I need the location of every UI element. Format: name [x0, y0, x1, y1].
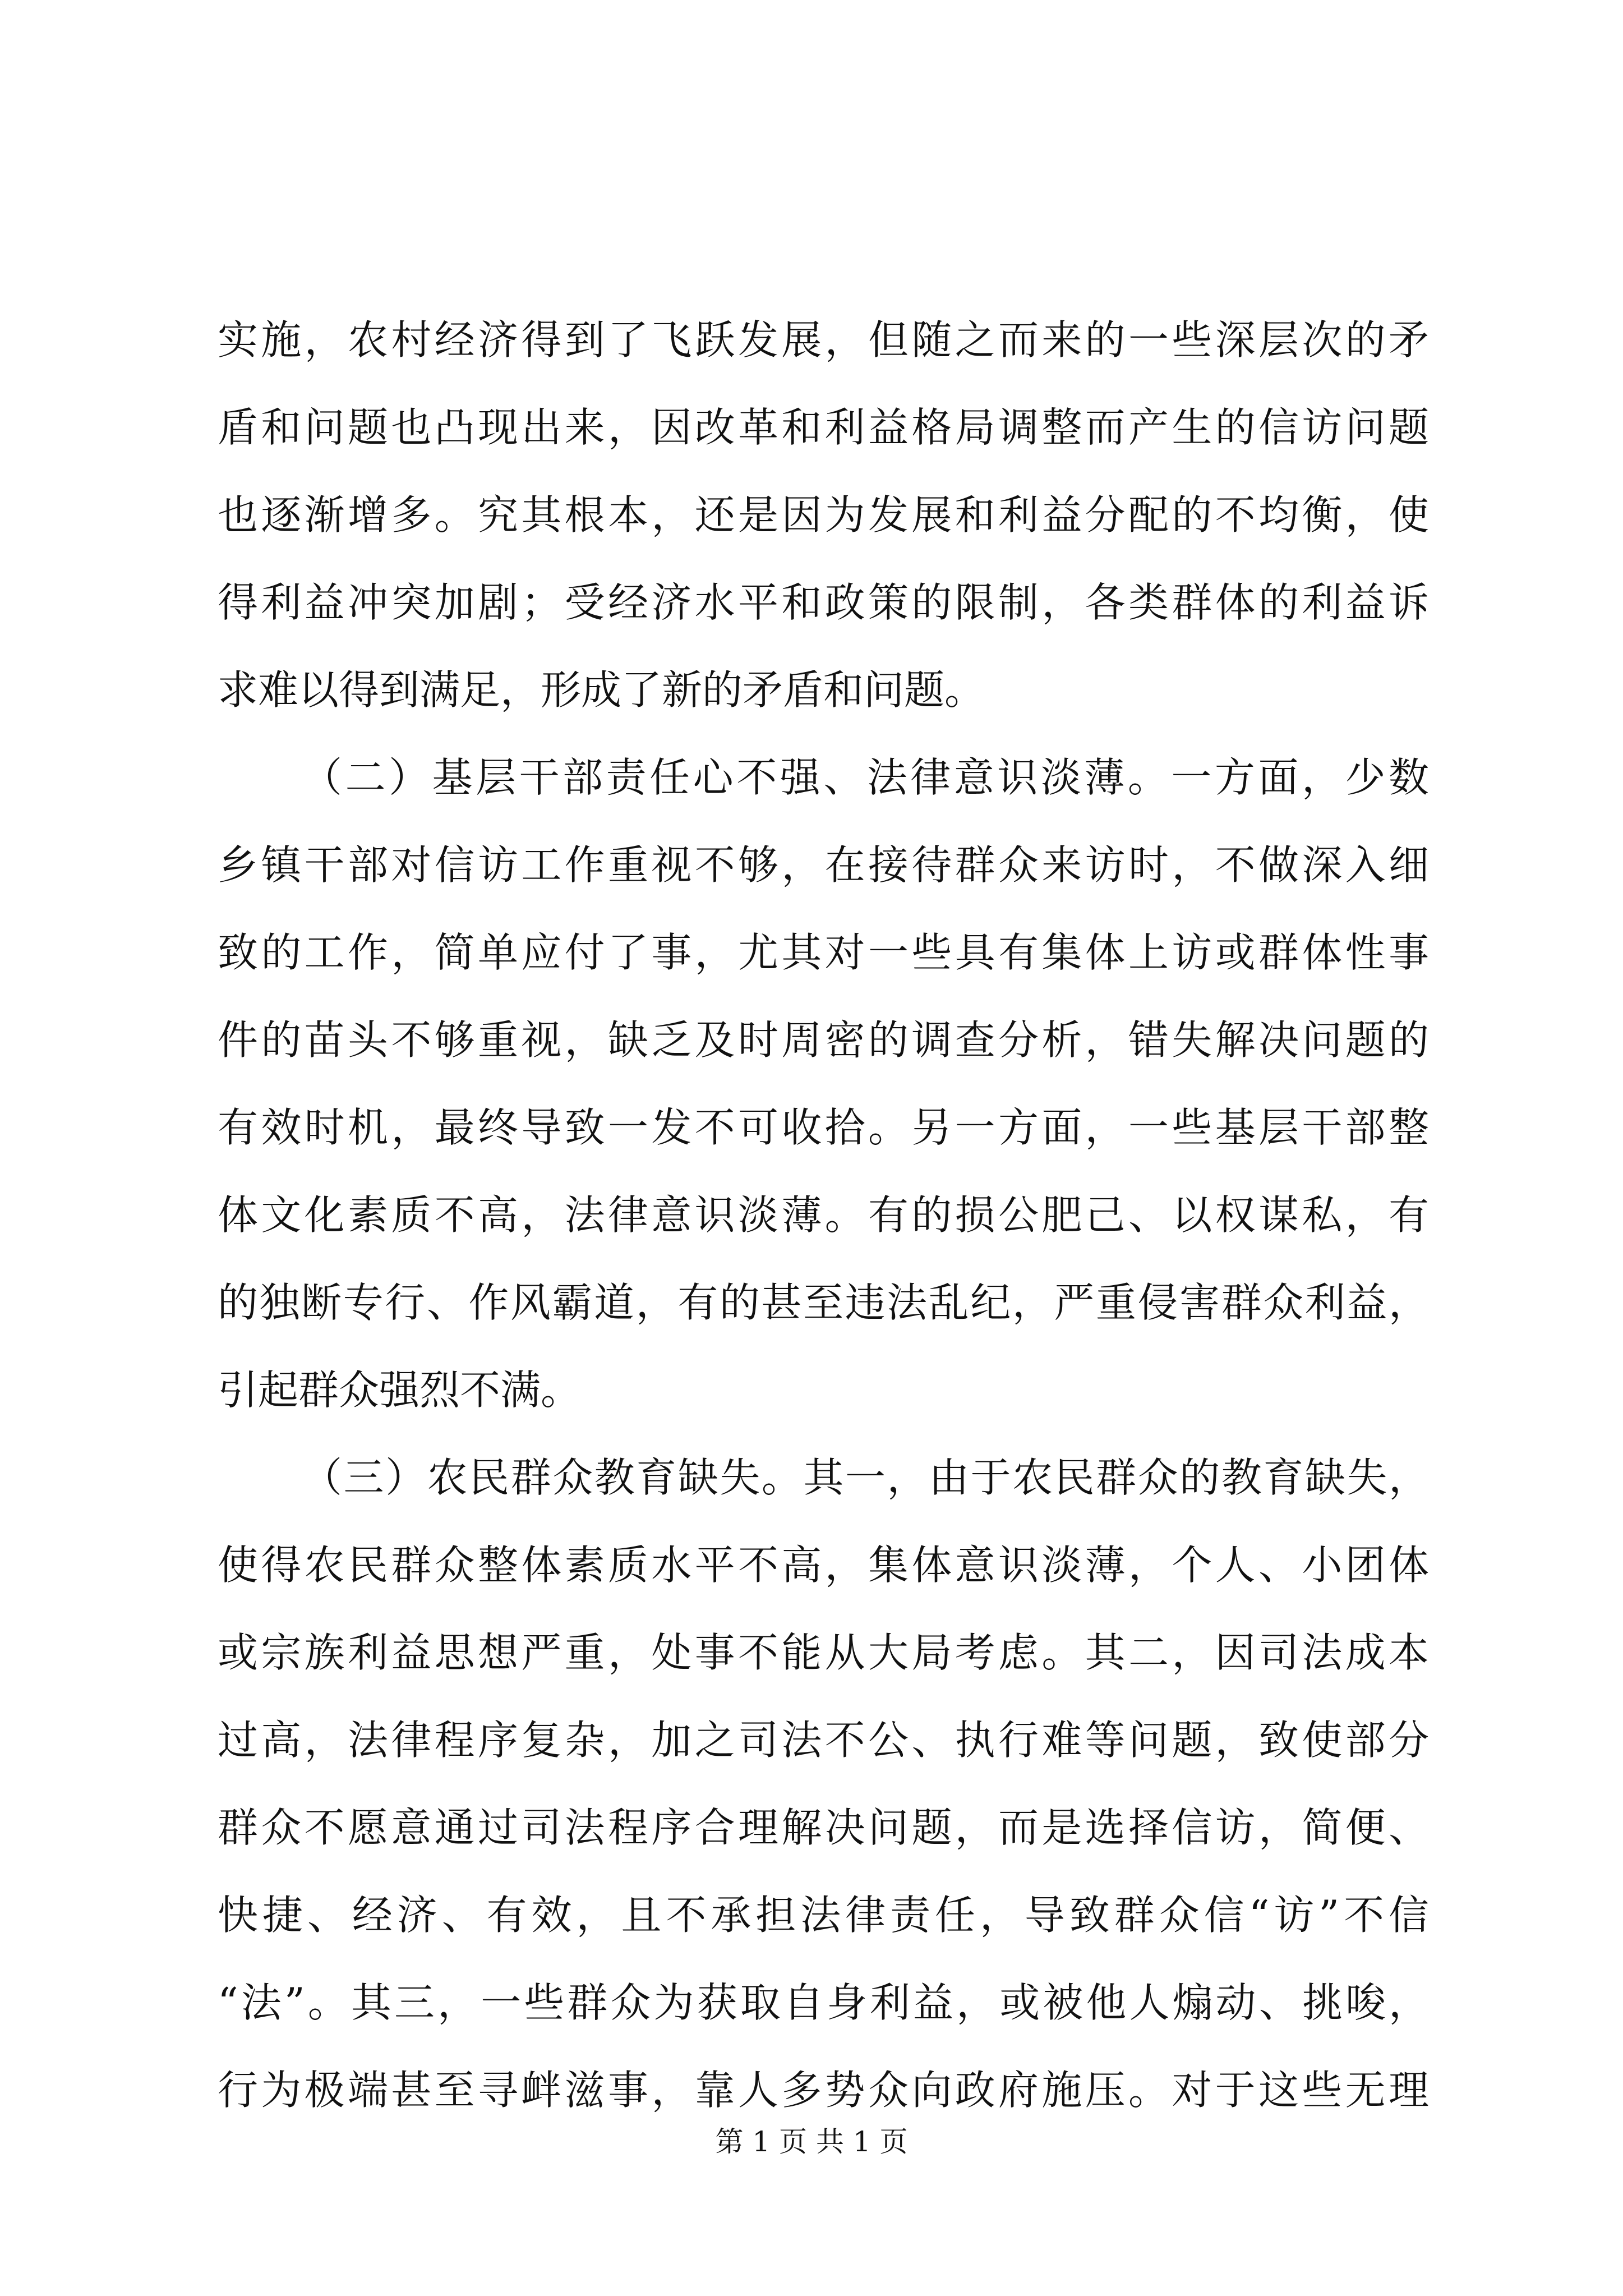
page-footer: 第 1 页 共 1 页: [715, 2125, 908, 2158]
text-line: 群众不愿意通过司法程序合理解决问题，而是选择信访，简便、: [218, 1804, 1429, 1851]
text-line: 也逐渐增多。究其根本，还是因为发展和利益分配的不均衡，使: [218, 491, 1429, 539]
text-line: 件的苗头不够重视，缺乏及时周密的调查分析，错失解决问题的: [218, 1016, 1429, 1064]
text-line: 体文化素质不高，法律意识淡薄。有的损公肥己、以权谋私，有: [218, 1191, 1429, 1239]
text-line: 得利益冲突加剧；受经济水平和政策的限制，各类群体的利益诉: [218, 579, 1429, 626]
section-heading-line: （三）农民群众教育缺失。其一，由于农民群众的教育缺失，: [302, 1454, 1429, 1501]
text-line: 有效时机，最终导致一发不可收拾。另一方面，一些基层干部整: [218, 1104, 1429, 1151]
text-line: 引起群众强烈不满。: [218, 1366, 582, 1414]
text-line: 过高，法律程序复杂，加之司法不公、执行难等问题，致使部分: [218, 1717, 1429, 1764]
text-line: 使得农民群众整体素质水平不高，集体意识淡薄，个人、小团体: [218, 1542, 1429, 1589]
text-line: 或宗族利益思想严重，处事不能从大局考虑。其二，因司法成本: [218, 1629, 1429, 1676]
text-line: “法”。其三，一些群众为获取自身利益，或被他人煽动、挑唆，: [218, 1979, 1429, 2026]
text-line: 求难以得到满足，形成了新的矛盾和问题。: [218, 666, 985, 714]
text-line: 实施，农村经济得到了飞跃发展，但随之而来的一些深层次的矛: [218, 316, 1429, 364]
text-line: 致的工作，简单应付了事，尤其对一些具有集体上访或群体性事: [218, 929, 1429, 976]
text-line: 行为极端甚至寻衅滋事，靠人多势众向政府施压。对于这些无理: [218, 2067, 1429, 2114]
document-body: [218, 296, 1429, 2134]
text-line: 的独断专行、作风霸道，有的甚至违法乱纪，严重侵害群众利益，: [218, 1279, 1429, 1326]
text-line: 乡镇干部对信访工作重视不够，在接待群众来访时，不做深入细: [218, 841, 1429, 889]
text-line: 快捷、经济、有效，且不承担法律责任，导致群众信“访”不信: [218, 1892, 1429, 1939]
text-line: 盾和问题也凸现出来，因改革和利益格局调整而产生的信访问题: [218, 404, 1429, 451]
section-heading-line: （二）基层干部责任心不强、法律意识淡薄。一方面，少数: [302, 754, 1429, 801]
